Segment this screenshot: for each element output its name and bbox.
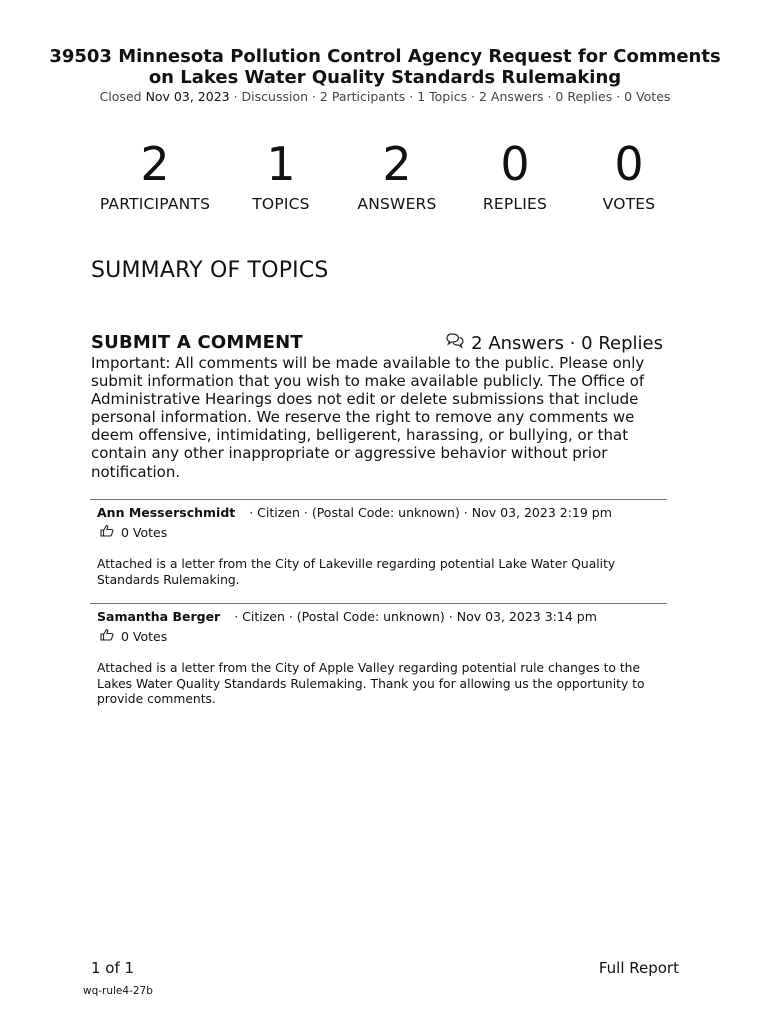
stat-label: REPLIES bbox=[482, 195, 548, 213]
comment-item bbox=[90, 603, 667, 708]
comment-votes-text: 0 Votes bbox=[121, 628, 168, 644]
comment-votes-text: 0 Votes bbox=[121, 524, 168, 540]
summary-counts: · Discussion · 2 Participants · 1 Topics · 2 Answers · 0 Replies · 0 Votes bbox=[233, 89, 671, 104]
stat-label: VOTES bbox=[602, 195, 656, 213]
section-title: SUMMARY OF TOPICS bbox=[91, 258, 329, 283]
page-number: 1 of 1 bbox=[91, 959, 135, 977]
stat-value: 2 bbox=[382, 137, 412, 191]
document-code: wq-rule4-27b bbox=[83, 985, 153, 997]
topic-counts bbox=[445, 332, 663, 355]
comment-item bbox=[90, 499, 667, 588]
stat-topics bbox=[215, 138, 347, 213]
stat-label: PARTICIPANTS bbox=[99, 195, 211, 213]
topic-counts-text: 2 Answers · 0 Replies bbox=[471, 333, 663, 354]
comment-meta: · Citizen · (Postal Code: unknown) · Nov 03, 2023 3:14 pm bbox=[234, 609, 597, 624]
stat-votes bbox=[583, 138, 675, 213]
comment-votes bbox=[100, 524, 667, 540]
stats-row bbox=[95, 138, 675, 213]
stat-answers bbox=[347, 138, 447, 213]
report-label: Full Report bbox=[598, 959, 679, 977]
comment-body: Attached is a letter from the City of Apple Valley regarding potential rule changes to the Lakes Water Quality Standards Rulemaking. Thank you for allowing us the opportunity to provide comments. bbox=[97, 661, 645, 706]
stat-value: 1 bbox=[266, 137, 296, 191]
stat-label: TOPICS bbox=[252, 195, 310, 213]
stat-participants bbox=[95, 138, 215, 213]
closed-date: Nov 03, 2023 bbox=[145, 89, 230, 104]
comment-author: Ann Messerschmidt bbox=[97, 505, 236, 520]
thumbs-up-icon bbox=[100, 628, 121, 644]
document-title: 39503 Minnesota Pollution Control Agency Request for Comments on Lakes Water Quality Standards Rulemaking bbox=[49, 46, 721, 88]
document-summary bbox=[40, 89, 730, 104]
topic-title: SUBMIT A COMMENT bbox=[91, 332, 303, 353]
stat-replies bbox=[447, 138, 583, 213]
comment-header bbox=[97, 609, 667, 624]
stat-label: ANSWERS bbox=[357, 195, 437, 213]
stat-value: 2 bbox=[140, 137, 170, 191]
stat-value: 0 bbox=[614, 137, 644, 191]
comment-meta: · Citizen · (Postal Code: unknown) · Nov 03, 2023 2:19 pm bbox=[249, 505, 612, 520]
comment-votes bbox=[100, 628, 667, 644]
topic-header bbox=[91, 332, 663, 354]
comment-author: Samantha Berger bbox=[97, 609, 221, 624]
status-label: Closed bbox=[99, 89, 142, 104]
thumbs-up-icon bbox=[100, 524, 121, 540]
comment-header bbox=[97, 505, 667, 520]
speech-bubbles-icon bbox=[445, 332, 471, 355]
topic-description: Important: All comments will be made available to the public. Please only submit information that you wish to make available publicly. The Office of Administrative Hearings does not edit or delete submissions that include personal information. We reserve the right to remove any comments we deem offensive, intimidating, belligerent, harassing, or bullying, or that contain any other inappropriate or aggressive behavior without prior notification. bbox=[91, 354, 645, 481]
stat-value: 0 bbox=[500, 137, 530, 191]
comment-body: Attached is a letter from the City of Lakeville regarding potential Lake Water Quality Standards Rulemaking. bbox=[97, 557, 616, 587]
